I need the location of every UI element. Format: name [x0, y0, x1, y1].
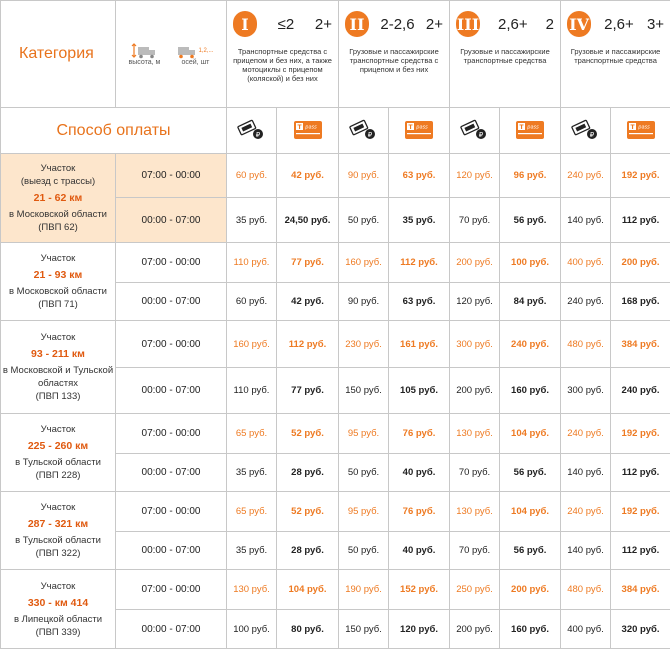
card-price-cell: 240 руб. [611, 368, 670, 414]
card-price-cell: 200 руб. [500, 570, 561, 610]
card-price-cell: 84 руб. [500, 283, 561, 321]
card-price-cell: 76 руб. [389, 492, 450, 532]
card-price-cell: 40 руб. [389, 532, 450, 570]
svg-text:T: T [519, 123, 524, 131]
cash-coin-icon [349, 119, 379, 141]
section-km: 21 - 62 км [33, 192, 83, 204]
cash-price-cell: 110 руб. [227, 243, 277, 283]
cash-price-cell: 50 руб. [339, 532, 389, 570]
section-km: 287 - 321 км [27, 518, 89, 530]
time-range-cell: 00:00 - 07:00 [116, 532, 227, 570]
category-axles: 2+ [314, 15, 332, 33]
card-price-cell: 384 руб. [611, 570, 670, 610]
cash-price-cell: 150 руб. [339, 368, 389, 414]
cash-price-cell: 240 руб. [561, 154, 611, 198]
section-km: 225 - 260 км [27, 440, 89, 452]
payment-header-row [1, 108, 670, 154]
card-price-cell: 63 руб. [389, 283, 450, 321]
card-price-cell: 52 руб. [277, 414, 339, 454]
card-price-cell: 104 руб. [500, 414, 561, 454]
category-roman-badge: I [233, 11, 257, 37]
time-range-cell: 07:00 - 00:00 [116, 570, 227, 610]
card-price-cell: 320 руб. [611, 610, 670, 649]
card-price-cell: 56 руб. [500, 198, 561, 243]
cash-price-cell: 150 руб. [339, 610, 389, 649]
axles-truck-icon [177, 43, 197, 59]
card-price-cell: 192 руб. [611, 154, 670, 198]
section-label: Участок [40, 163, 76, 174]
cash-price-cell: 120 руб. [450, 154, 500, 198]
svg-text:₽: ₽ [478, 130, 483, 139]
tariff-row [1, 243, 670, 283]
cash-price-cell: 240 руб. [561, 283, 611, 321]
svg-text:₽: ₽ [367, 130, 372, 139]
time-range-cell: 00:00 - 07:00 [116, 198, 227, 243]
cash-price-cell: 100 руб. [227, 610, 277, 649]
section-pvp: (ПВП 339) [35, 626, 81, 638]
axles-label: осей, шт [181, 58, 210, 66]
axles-symbol: 1,2,... [198, 47, 214, 54]
cash-price-cell: 65 руб. [227, 492, 277, 532]
cash-price-cell: 50 руб. [339, 198, 389, 243]
section-pvp: (ПВП 62) [38, 222, 78, 233]
cash-price-cell: 400 руб. [561, 610, 611, 649]
svg-text:T: T [296, 123, 302, 131]
cash-price-cell: 120 руб. [450, 283, 500, 321]
section-km: 21 - 93 км [33, 269, 83, 281]
cash-price-cell: 130 руб. [450, 414, 500, 454]
cash-price-cell: 60 руб. [227, 154, 277, 198]
cash-price-cell: 160 руб. [227, 321, 277, 368]
category-4-header [561, 1, 670, 108]
card-price-cell: 42 руб. [277, 154, 339, 198]
section-cell [1, 570, 116, 649]
section-region: в Московской области [8, 209, 107, 220]
pass-card-icon [515, 120, 545, 140]
cash-payment-header [227, 108, 277, 154]
cash-price-cell: 230 руб. [339, 321, 389, 368]
time-range-cell: 07:00 - 00:00 [116, 492, 227, 532]
dimension-legend [116, 1, 227, 108]
category-roman-badge: IV [567, 11, 591, 37]
time-range-cell: 00:00 - 07:00 [116, 610, 227, 649]
card-price-cell: 24,50 руб. [277, 198, 339, 243]
section-region: в Липецкой области [13, 613, 103, 625]
cash-price-cell: 110 руб. [227, 368, 277, 414]
cash-payment-header [339, 108, 389, 154]
card-payment-header [277, 108, 339, 154]
card-price-cell: 77 руб. [277, 243, 339, 283]
cash-price-cell: 65 руб. [227, 414, 277, 454]
card-price-cell: 96 руб. [500, 154, 561, 198]
category-roman-badge: II [345, 11, 369, 37]
category-2-header [339, 1, 450, 108]
section-km: 330 - км 414 [27, 596, 89, 609]
card-price-cell: 112 руб. [611, 198, 670, 243]
section-km: 93 - 211 км [31, 348, 85, 360]
section-label: Участок [40, 580, 76, 592]
cash-payment-header [561, 108, 611, 154]
cash-price-cell: 300 руб. [450, 321, 500, 368]
card-price-cell: 112 руб. [389, 243, 450, 283]
card-price-cell: 77 руб. [277, 368, 339, 414]
section-region: в Московской и Тульской областях [2, 365, 114, 389]
section-label: Участок [40, 502, 76, 513]
cash-price-cell: 190 руб. [339, 570, 389, 610]
cash-price-cell: 35 руб. [227, 198, 277, 243]
section-cell [1, 492, 116, 570]
cash-price-cell: 90 руб. [339, 154, 389, 198]
card-price-cell: 56 руб. [500, 454, 561, 492]
section-region: в Тульской области [15, 535, 101, 546]
category-description: Грузовые и пассажирские транспортные средства [460, 47, 550, 65]
card-price-cell: 168 руб. [611, 283, 670, 321]
category-description: Грузовые и пассажирские транспортные средства с прицепом и без них [349, 47, 439, 74]
section-pvp: (ПВП 133) [35, 391, 81, 402]
cash-price-cell: 140 руб. [561, 198, 611, 243]
category-title: Категория [1, 1, 116, 108]
pass-card-text: pass [637, 124, 650, 130]
pass-card-text: pass [527, 124, 539, 130]
cash-price-cell: 70 руб. [450, 454, 500, 492]
section-region: в Московской области [8, 286, 107, 297]
category-height: 2-2,6 [380, 15, 415, 33]
cash-price-cell: 70 руб. [450, 198, 500, 243]
time-range-cell: 00:00 - 07:00 [116, 454, 227, 492]
time-range-cell: 00:00 - 07:00 [116, 368, 227, 414]
svg-text:T: T [629, 123, 635, 131]
pass-card-text: pass [304, 124, 317, 130]
section-cell [1, 154, 116, 243]
pass-card-icon [404, 120, 434, 140]
card-price-cell: 100 руб. [500, 243, 561, 283]
tariff-row [1, 414, 670, 454]
tariff-row [1, 154, 670, 198]
card-price-cell: 112 руб. [611, 532, 670, 570]
category-description: Транспортные средства с прицепом и без них, а также мотоциклы с прицепом (коляской) и без них [233, 47, 332, 83]
cash-price-cell: 90 руб. [339, 283, 389, 321]
card-price-cell: 35 руб. [389, 198, 450, 243]
card-price-cell: 104 руб. [277, 570, 339, 610]
section-pvp: (ПВП 228) [35, 470, 81, 481]
cash-price-cell: 35 руб. [227, 532, 277, 570]
category-height: 2,6+ [604, 15, 634, 33]
cash-price-cell: 95 руб. [339, 492, 389, 532]
card-price-cell: 112 руб. [277, 321, 339, 368]
section-cell [1, 414, 116, 492]
category-description: Грузовые и пассажирские транспортные средства [570, 47, 661, 65]
cash-price-cell: 130 руб. [450, 492, 500, 532]
cash-price-cell: 250 руб. [450, 570, 500, 610]
cash-price-cell: 95 руб. [339, 414, 389, 454]
cash-price-cell: 240 руб. [561, 492, 611, 532]
cash-price-cell: 480 руб. [561, 321, 611, 368]
cash-price-cell: 35 руб. [227, 454, 277, 492]
height-label: высота, м [128, 58, 161, 66]
card-price-cell: 104 руб. [500, 492, 561, 532]
category-axles: 3+ [646, 15, 665, 33]
card-price-cell: 56 руб. [500, 532, 561, 570]
card-price-cell: 28 руб. [277, 454, 339, 492]
card-price-cell: 384 руб. [611, 321, 670, 368]
tariff-row [1, 492, 670, 532]
section-region: в Тульской области [15, 457, 101, 468]
cash-price-cell: 200 руб. [450, 243, 500, 283]
cash-price-cell: 400 руб. [561, 243, 611, 283]
time-range-cell: 07:00 - 00:00 [116, 154, 227, 198]
category-header-row [1, 1, 670, 108]
card-price-cell: 63 руб. [389, 154, 450, 198]
section-label: Участок [40, 253, 76, 264]
svg-text:T: T [408, 123, 413, 131]
cash-price-cell: 240 руб. [561, 414, 611, 454]
cash-price-cell: 300 руб. [561, 368, 611, 414]
svg-text:₽: ₽ [255, 130, 260, 139]
card-price-cell: 80 руб. [277, 610, 339, 649]
section-pvp: (ПВП 322) [35, 548, 81, 559]
card-price-cell: 200 руб. [611, 243, 670, 283]
pass-card-icon [626, 120, 656, 140]
axles-legend [177, 43, 213, 66]
time-range-cell: 07:00 - 00:00 [116, 243, 227, 283]
card-price-cell: 112 руб. [611, 454, 670, 492]
category-axles: 2+ [425, 15, 444, 33]
section-extra: (выезд с трассы) [20, 176, 96, 187]
cash-price-cell: 130 руб. [227, 570, 277, 610]
card-price-cell: 28 руб. [277, 532, 339, 570]
category-roman-badge: III [456, 11, 480, 37]
cash-price-cell: 50 руб. [339, 454, 389, 492]
cash-price-cell: 200 руб. [450, 610, 500, 649]
category-1-header [227, 1, 339, 108]
cash-price-cell: 140 руб. [561, 532, 611, 570]
category-height: ≤2 [277, 15, 295, 33]
cash-price-cell: 160 руб. [339, 243, 389, 283]
pass-card-icon [293, 120, 323, 140]
section-label: Участок [40, 424, 76, 435]
card-price-cell: 240 руб. [500, 321, 561, 368]
card-price-cell: 52 руб. [277, 492, 339, 532]
cash-price-cell: 140 руб. [561, 454, 611, 492]
time-range-cell: 07:00 - 00:00 [116, 321, 227, 368]
card-price-cell: 40 руб. [389, 454, 450, 492]
cash-price-cell: 200 руб. [450, 368, 500, 414]
section-label: Участок [40, 332, 76, 343]
height-legend [129, 43, 161, 66]
card-payment-header [389, 108, 450, 154]
payment-title: Способ оплаты [1, 108, 227, 154]
tariff-row [1, 321, 670, 368]
category-axles: 2 [545, 15, 555, 33]
card-price-cell: 42 руб. [277, 283, 339, 321]
card-price-cell: 161 руб. [389, 321, 450, 368]
category-3-header [450, 1, 561, 108]
card-payment-header [500, 108, 561, 154]
card-price-cell: 192 руб. [611, 414, 670, 454]
card-price-cell: 76 руб. [389, 414, 450, 454]
card-price-cell: 160 руб. [500, 368, 561, 414]
section-cell [1, 243, 116, 321]
cash-price-cell: 60 руб. [227, 283, 277, 321]
tariff-row [1, 570, 670, 610]
cash-price-cell: 70 руб. [450, 532, 500, 570]
time-range-cell: 07:00 - 00:00 [116, 414, 227, 454]
section-cell [1, 321, 116, 414]
category-height: 2,6+ [498, 15, 528, 33]
cash-coin-icon [237, 119, 267, 141]
cash-payment-header [450, 108, 500, 154]
card-payment-header [611, 108, 670, 154]
cash-coin-icon [571, 119, 601, 141]
time-range-cell: 00:00 - 07:00 [116, 283, 227, 321]
card-price-cell: 120 руб. [389, 610, 450, 649]
card-price-cell: 160 руб. [500, 610, 561, 649]
card-price-cell: 105 руб. [389, 368, 450, 414]
height-truck-icon [131, 43, 157, 59]
cash-coin-icon [460, 119, 490, 141]
cash-price-cell: 480 руб. [561, 570, 611, 610]
card-price-cell: 152 руб. [389, 570, 450, 610]
section-pvp: (ПВП 71) [38, 299, 78, 310]
card-price-cell: 192 руб. [611, 492, 670, 532]
svg-text:₽: ₽ [589, 130, 594, 139]
pass-card-text: pass [416, 124, 428, 130]
